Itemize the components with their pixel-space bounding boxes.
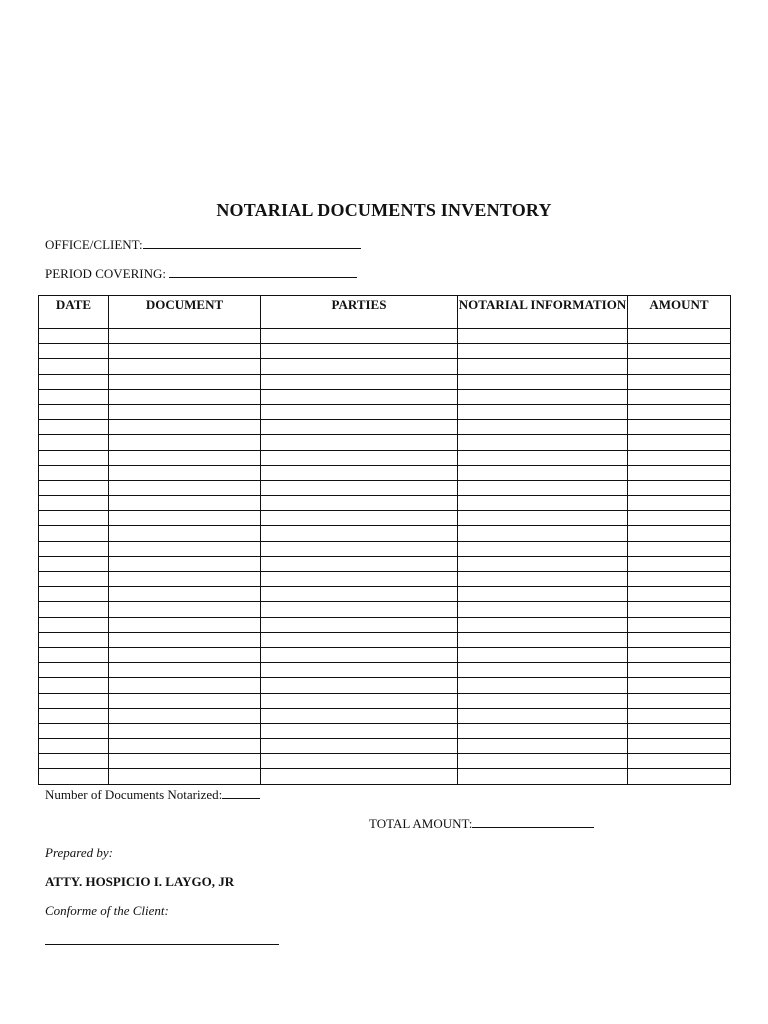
table-row [39,496,731,511]
cell-document[interactable] [109,602,261,617]
cell-document[interactable] [109,374,261,389]
cell-amount[interactable] [628,511,731,526]
cell-date[interactable] [39,511,109,526]
period-covering-label: PERIOD COVERING: [45,266,166,281]
cell-parties[interactable] [261,556,458,571]
cell-document[interactable] [109,723,261,738]
cell-parties[interactable] [261,739,458,754]
cell-notarial-information[interactable] [458,480,628,495]
cell-document[interactable] [109,769,261,784]
cell-document[interactable] [109,632,261,647]
cell-amount[interactable] [628,329,731,344]
cell-parties[interactable] [261,693,458,708]
cell-notarial-information[interactable] [458,769,628,784]
cell-date[interactable] [39,541,109,556]
cell-date[interactable] [39,708,109,723]
cell-document[interactable] [109,647,261,662]
cell-amount[interactable] [628,389,731,404]
cell-date[interactable] [39,647,109,662]
total-amount-label: TOTAL AMOUNT: [369,816,473,831]
cell-document[interactable] [109,572,261,587]
table-row [39,329,731,344]
cell-document[interactable] [109,556,261,571]
header-date: DATE [39,296,109,329]
prepared-by-label: Prepared by: [45,845,113,860]
cell-date[interactable] [39,602,109,617]
cell-date[interactable] [39,769,109,784]
cell-amount[interactable] [628,526,731,541]
cell-amount[interactable] [628,678,731,693]
cell-parties[interactable] [261,374,458,389]
cell-parties[interactable] [261,389,458,404]
header-notarial-information: NOTARIAL INFORMATION [458,296,628,329]
cell-date[interactable] [39,465,109,480]
cell-amount[interactable] [628,663,731,678]
cell-document[interactable] [109,693,261,708]
cell-amount[interactable] [628,602,731,617]
cell-date[interactable] [39,693,109,708]
cell-parties[interactable] [261,526,458,541]
cell-amount[interactable] [628,496,731,511]
cell-parties[interactable] [261,617,458,632]
cell-document[interactable] [109,496,261,511]
cell-document[interactable] [109,541,261,556]
cell-notarial-information[interactable] [458,465,628,480]
cell-notarial-information[interactable] [458,663,628,678]
cell-document[interactable] [109,739,261,754]
cell-notarial-information[interactable] [458,739,628,754]
cell-document[interactable] [109,678,261,693]
period-covering-blank[interactable] [169,265,357,278]
cell-parties[interactable] [261,450,458,465]
table-row [39,420,731,435]
cell-amount[interactable] [628,404,731,419]
table-row [39,632,731,647]
cell-date[interactable] [39,450,109,465]
cell-amount[interactable] [628,587,731,602]
table-row [39,526,731,541]
cell-notarial-information[interactable] [458,404,628,419]
office-client-label: OFFICE/CLIENT: [45,237,143,252]
table-row [39,617,731,632]
cell-notarial-information[interactable] [458,344,628,359]
cell-parties[interactable] [261,708,458,723]
cell-parties[interactable] [261,723,458,738]
cell-amount[interactable] [628,739,731,754]
cell-date[interactable] [39,359,109,374]
cell-document[interactable] [109,404,261,419]
cell-date[interactable] [39,480,109,495]
cell-date[interactable] [39,632,109,647]
cell-notarial-information[interactable] [458,587,628,602]
cell-amount[interactable] [628,435,731,450]
cell-parties[interactable] [261,647,458,662]
cell-date[interactable] [39,374,109,389]
table-row [39,359,731,374]
cell-parties[interactable] [261,541,458,556]
cell-notarial-information[interactable] [458,602,628,617]
cell-parties[interactable] [261,572,458,587]
cell-notarial-information[interactable] [458,678,628,693]
cell-notarial-information[interactable] [458,450,628,465]
cell-amount[interactable] [628,374,731,389]
cell-document[interactable] [109,465,261,480]
cell-notarial-information[interactable] [458,496,628,511]
cell-date[interactable] [39,587,109,602]
cell-document[interactable] [109,587,261,602]
table-row [39,587,731,602]
cell-notarial-information[interactable] [458,435,628,450]
cell-parties[interactable] [261,420,458,435]
cell-parties[interactable] [261,769,458,784]
cell-notarial-information[interactable] [458,389,628,404]
table-row [39,663,731,678]
period-covering-field [45,265,357,282]
cell-amount[interactable] [628,632,731,647]
table-row [39,344,731,359]
table-header-row [39,296,731,329]
cell-document[interactable] [109,708,261,723]
table-row [39,678,731,693]
cell-notarial-information[interactable] [458,541,628,556]
document-title: NOTARIAL DOCUMENTS INVENTORY [216,200,552,220]
cell-date[interactable] [39,678,109,693]
cell-document[interactable] [109,526,261,541]
cell-document[interactable] [109,389,261,404]
table-body [39,329,731,785]
cell-amount[interactable] [628,693,731,708]
table-row [39,404,731,419]
table-row [39,708,731,723]
number-notarized-field [45,786,260,803]
cell-amount[interactable] [628,450,731,465]
cell-parties[interactable] [261,678,458,693]
table-row [39,556,731,571]
cell-parties[interactable] [261,435,458,450]
cell-parties[interactable] [261,404,458,419]
cell-notarial-information[interactable] [458,556,628,571]
header-document: DOCUMENT [109,296,261,329]
header-amount: AMOUNT [628,296,731,329]
cell-date[interactable] [39,420,109,435]
cell-parties[interactable] [261,587,458,602]
cell-date[interactable] [39,526,109,541]
office-client-blank[interactable] [143,236,361,249]
table-row [39,465,731,480]
cell-amount[interactable] [628,572,731,587]
table-row [39,693,731,708]
cell-amount[interactable] [628,465,731,480]
cell-document[interactable] [109,435,261,450]
cell-parties[interactable] [261,480,458,495]
cell-date[interactable] [39,435,109,450]
cell-parties[interactable] [261,344,458,359]
cell-notarial-information[interactable] [458,359,628,374]
cell-document[interactable] [109,420,261,435]
cell-date[interactable] [39,404,109,419]
cell-amount[interactable] [628,359,731,374]
cell-date[interactable] [39,389,109,404]
cell-parties[interactable] [261,754,458,769]
cell-date[interactable] [39,663,109,678]
table-row [39,541,731,556]
table-row [39,450,731,465]
cell-notarial-information[interactable] [458,754,628,769]
cell-amount[interactable] [628,769,731,784]
table-row [39,511,731,526]
total-amount-field [369,815,594,832]
cell-notarial-information[interactable] [458,572,628,587]
cell-notarial-information[interactable] [458,632,628,647]
cell-date[interactable] [39,617,109,632]
cell-document[interactable] [109,511,261,526]
cell-amount[interactable] [628,708,731,723]
cell-parties[interactable] [261,511,458,526]
cell-amount[interactable] [628,480,731,495]
cell-date[interactable] [39,329,109,344]
cell-document[interactable] [109,480,261,495]
table-row [39,435,731,450]
table-row [39,739,731,754]
table-row [39,769,731,784]
preparer-name: ATTY. HOSPICIO I. LAYGO, JR [45,874,235,889]
cell-document[interactable] [109,663,261,678]
inventory-table [38,295,731,785]
cell-notarial-information[interactable] [458,526,628,541]
table-row [39,647,731,662]
cell-notarial-information[interactable] [458,511,628,526]
cell-amount[interactable] [628,647,731,662]
table-row [39,480,731,495]
table-row [39,754,731,769]
cell-amount[interactable] [628,344,731,359]
cell-notarial-information[interactable] [458,329,628,344]
table-row [39,389,731,404]
table-row [39,723,731,738]
conforme-label: Conforme of the Client: [45,903,169,918]
cell-notarial-information[interactable] [458,723,628,738]
cell-amount[interactable] [628,420,731,435]
cell-document[interactable] [109,617,261,632]
total-amount-blank[interactable] [472,815,594,828]
cell-date[interactable] [39,344,109,359]
cell-notarial-information[interactable] [458,693,628,708]
cell-parties[interactable] [261,602,458,617]
cell-date[interactable] [39,739,109,754]
cell-notarial-information[interactable] [458,647,628,662]
cell-notarial-information[interactable] [458,374,628,389]
cell-amount[interactable] [628,723,731,738]
cell-date[interactable] [39,496,109,511]
cell-document[interactable] [109,329,261,344]
cell-date[interactable] [39,723,109,738]
cell-parties[interactable] [261,632,458,647]
cell-document[interactable] [109,754,261,769]
number-notarized-label: Number of Documents Notarized: [45,787,223,802]
cell-parties[interactable] [261,496,458,511]
cell-amount[interactable] [628,556,731,571]
cell-parties[interactable] [261,663,458,678]
cell-parties[interactable] [261,359,458,374]
number-notarized-blank[interactable] [222,786,260,799]
table-row [39,572,731,587]
client-signature-line[interactable] [45,944,279,945]
header-parties: PARTIES [261,296,458,329]
cell-document[interactable] [109,359,261,374]
cell-notarial-information[interactable] [458,617,628,632]
cell-notarial-information[interactable] [458,420,628,435]
cell-parties[interactable] [261,329,458,344]
table-row [39,602,731,617]
table-row [39,374,731,389]
cell-notarial-information[interactable] [458,708,628,723]
cell-parties[interactable] [261,465,458,480]
cell-amount[interactable] [628,754,731,769]
cell-amount[interactable] [628,541,731,556]
office-client-field [45,236,361,253]
cell-date[interactable] [39,754,109,769]
cell-date[interactable] [39,572,109,587]
cell-document[interactable] [109,344,261,359]
cell-amount[interactable] [628,617,731,632]
cell-document[interactable] [109,450,261,465]
cell-date[interactable] [39,556,109,571]
